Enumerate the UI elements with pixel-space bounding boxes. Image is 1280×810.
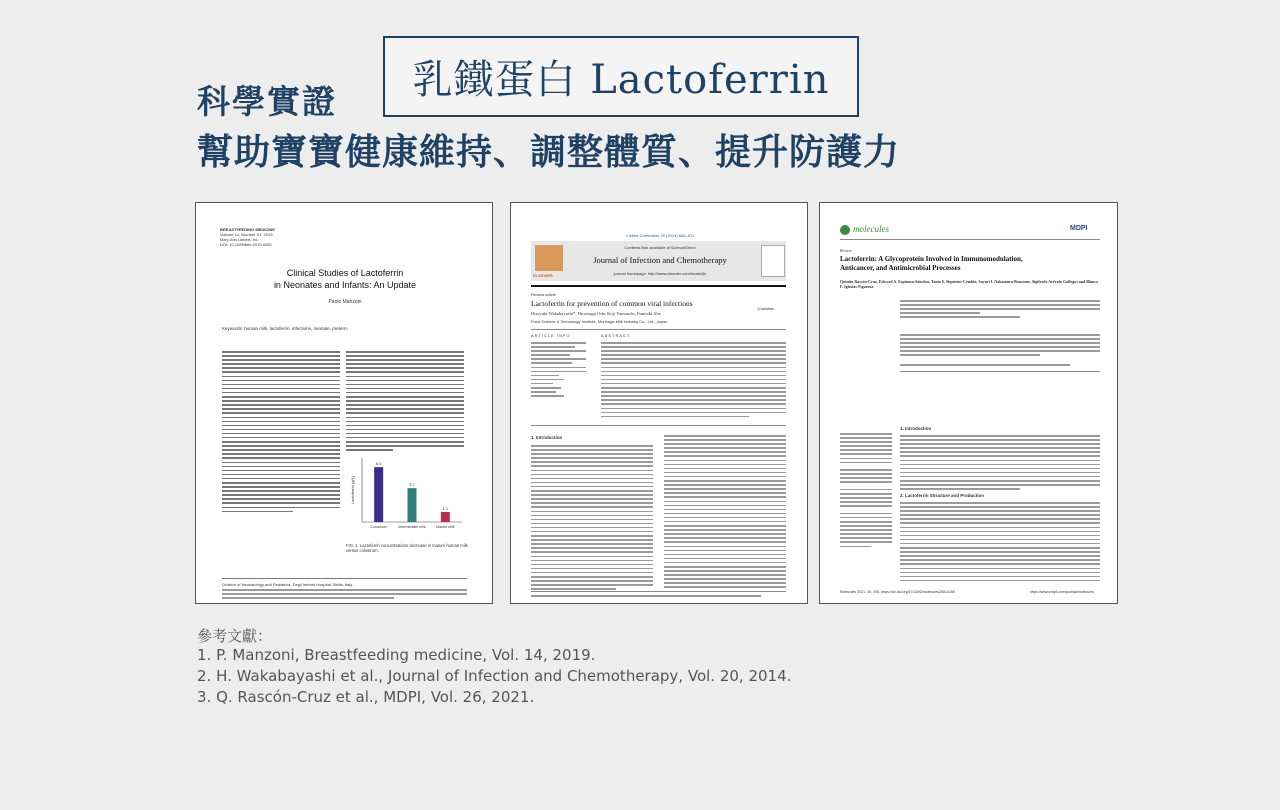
- paper2-affiliation: Food Science & Technology Institute, Morinaga Milk Industry Co., Ltd., Japan: [531, 319, 668, 324]
- reference-item-1: 1. P. Manzoni, Breastfeeding medicine, Vol. 14, 2019.: [197, 646, 596, 664]
- paper1-keywords: Keywords: human milk, lactoferrin, infections, neonate, preterm: [222, 326, 348, 331]
- bar-value-label: 6.0: [375, 461, 382, 467]
- paper2-article-info-label: ARTICLE INFO: [531, 333, 571, 338]
- paper3-footer-right: https://www.mdpi.com/journal/molecules: [1030, 590, 1094, 594]
- paper3-intro-heading: 1. Introduction: [900, 426, 932, 431]
- paper2-footer: [531, 595, 761, 599]
- paper1-figure-caption: FIG. 1. Lactoferrin concentrations decrease in mature human milk versus colostrum.: [346, 543, 468, 553]
- paper1-affiliation: Division of Neonatology and Pediatrics, Degli Infermi Hospital, Biella, Italy.: [222, 582, 354, 587]
- x-tick-label: Intermediate milk: [398, 525, 426, 529]
- paper2-rule2: [531, 329, 786, 330]
- reference-item-3: 3. Q. Rascón-Cruz et al., MDPI, Vol. 26, 2021.: [197, 688, 535, 706]
- benefits-heading: 幫助寶寶健康維持、調整體質、提升防護力: [197, 132, 901, 173]
- paper1-license: [222, 589, 467, 601]
- paper2-body-left: [531, 445, 653, 592]
- paper2-article-type: Review article: [531, 292, 556, 297]
- chart-ylabel: Lactoferrin (g/L): [350, 475, 355, 505]
- paper2-rule3: [531, 425, 786, 426]
- paper3-article-type: Review: [840, 248, 852, 253]
- lactoferrin-title: 乳鐵蛋白 Lactoferrin: [412, 57, 830, 103]
- paper2-citation: J Infect Chemother 20 (2014) 666–671: [625, 233, 695, 238]
- paper1-body-left: [222, 351, 340, 515]
- crossmark-icon: CrossMark: [757, 307, 774, 311]
- bar-value-label: 3.7: [409, 482, 415, 488]
- x-tick-label: Colostrum: [370, 525, 387, 529]
- paper1-author: Paolo Manzoni: [328, 299, 362, 305]
- lactoferrin-title-box: [383, 36, 859, 117]
- scientific-evidence-heading: 科學實證: [197, 82, 337, 121]
- paper2-footer-rule: [531, 591, 786, 592]
- bar-colostrum: [374, 467, 383, 522]
- paper3-footer-left: Molecules 2021, 26, 205. https://dx.doi.org/10.3390/molecules26010205: [840, 590, 955, 594]
- paper3-title: Lactoferrin: A Glycoprotein Involved in Immunomodulation, Anticancer, and Antimicrobial Processes: [840, 255, 1023, 272]
- references-title: 參考文獻：: [197, 627, 273, 645]
- molecules-logo-icon: [840, 225, 850, 235]
- paper2-article-info: [531, 342, 586, 399]
- paper2-rule: [531, 285, 786, 287]
- paper2-title: Lactoferrin for prevention of common viral infections: [531, 299, 693, 308]
- paper1-footer-rule: [222, 578, 467, 579]
- paper2-contents-line: Contents lists available at ScienceDirect: [624, 245, 696, 250]
- paper3-publisher: MDPI: [1070, 225, 1088, 232]
- paper3-rule: [840, 239, 1100, 240]
- paper3-sidebar: [840, 433, 892, 550]
- journal-cover-icon: [761, 245, 785, 277]
- paper2-authors: Hiroyuki Wakabayashi*, Hirotsugu Oda, Koji Yamauchi, Fumiaki Abe: [531, 311, 661, 316]
- paper3-keywords: [900, 364, 1100, 368]
- bar-intermediate-milk: [408, 488, 417, 522]
- paper3-section2-heading: 2. Lactoferrin Structure and Production: [900, 493, 985, 498]
- paper2-body-right: [664, 435, 786, 591]
- paper1-journal-header: BREASTFEEDING MEDICINE Volume 14, Number S1, 2019 Mary Ann Liebert, Inc. DOI: 10.1089/bfm.2019.0055: [220, 227, 275, 247]
- reference-item-2: 2. H. Wakabayashi et al., Journal of Infection and Chemotherapy, Vol. 20, 2014.: [197, 667, 792, 685]
- paper2-journal-name: Journal of Infection and Chemotherapy: [593, 255, 727, 265]
- paper2-abstract: [601, 342, 786, 420]
- lactoferrin-bar-chart: [346, 450, 466, 542]
- paper1-body-right: [346, 351, 464, 453]
- bar-value-label: 1.1: [442, 505, 449, 511]
- paper3-abstract: [900, 334, 1100, 359]
- paper-rascon-cruz: [819, 202, 1118, 604]
- paper3-section2-body: [900, 502, 1100, 584]
- paper2-publisher: ELSEVIER: [533, 273, 553, 278]
- paper3-authors: Quintín Rascón-Cruz, Edward A. Espinoza-Sánchez, Tania S. Siqueiros-Cendón, Sayuri I. Nakamura-Bencomo, Sigifredo Arévalo-Gallegos and Blanca F. Iglesias-Figueroa: [840, 279, 1098, 289]
- paper2-homepage: journal homepage: http://www.elsevier.com/locate/jic: [613, 271, 707, 276]
- paper1-title: Clinical Studies of Lactoferrin in Neonates and Infants: An Update: [273, 268, 417, 290]
- paper3-intro-body: [900, 435, 1100, 492]
- paper2-intro-heading: 1. Introduction: [531, 435, 563, 440]
- paper-manzoni: [195, 202, 493, 604]
- bar-mature-milk: [441, 512, 450, 522]
- paper2-abstract-label: ABSTRACT: [601, 333, 631, 338]
- paper3-journal: molecules: [853, 224, 889, 234]
- paper3-rule2: [900, 371, 1100, 372]
- paper3-affiliations: [900, 300, 1100, 320]
- paper-wakabayashi: [510, 202, 808, 604]
- x-tick-label: Mature milk: [436, 525, 455, 529]
